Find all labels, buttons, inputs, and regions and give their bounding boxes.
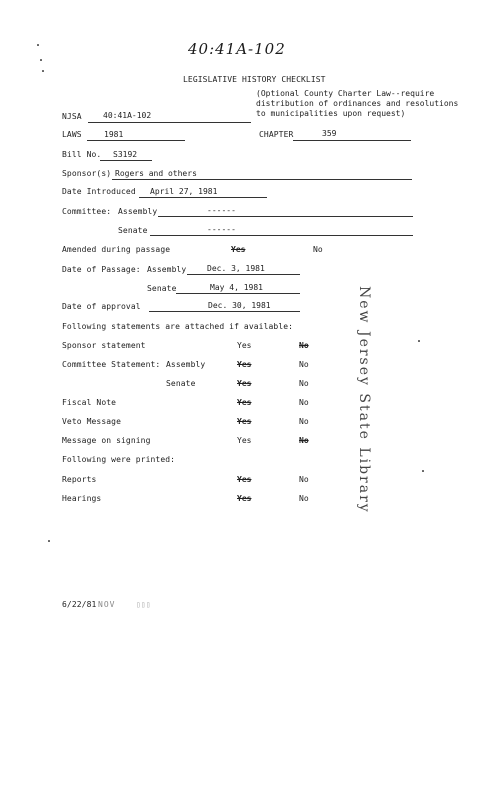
statement-no: No — [299, 360, 309, 369]
statement-label: Fiscal Note — [62, 398, 117, 407]
passage-senate-underline — [176, 293, 300, 294]
bill-underline — [100, 160, 152, 161]
scan-speck — [422, 470, 424, 472]
sponsor-value: Rogers and others — [115, 169, 197, 178]
statement-yes: Yes — [237, 417, 252, 426]
statements-header: Following statements are attached if available: — [62, 322, 294, 331]
committee-assembly-value: ------ — [207, 206, 236, 215]
statement-no: No — [299, 398, 309, 407]
footer-faint-stamp: NOV — [98, 600, 116, 609]
laws-underline — [87, 140, 185, 141]
printed-label: Hearings — [62, 494, 102, 503]
date-of-approval-underline — [149, 311, 300, 312]
laws-value: 1981 — [104, 130, 124, 139]
footer-date: 6/22/81 — [62, 600, 97, 609]
printed-label: Reports — [62, 475, 97, 484]
statement-label: Message on signing — [62, 436, 151, 445]
committee-senate-underline — [150, 235, 413, 236]
committee-senate-value: ------ — [207, 225, 236, 234]
sponsor-underline — [112, 179, 412, 180]
passage-assembly-label: Assembly — [147, 265, 187, 274]
bill-label: Bill No. — [62, 150, 102, 159]
date-of-passage-label: Date of Passage: — [62, 265, 141, 274]
document-title: LEGISLATIVE HISTORY CHECKLIST — [183, 75, 326, 84]
committee-label: Committee: — [62, 207, 112, 216]
date-introduced-value: April 27, 1981 — [150, 187, 218, 196]
laws-label: LAWS — [62, 130, 82, 139]
printed-no: No — [299, 475, 309, 484]
statement-yes: Yes — [237, 436, 252, 445]
statement-yes: Yes — [237, 360, 252, 369]
note-line-3: to municipalities upon request) — [256, 109, 406, 118]
printed-yes: Yes — [237, 494, 252, 503]
statement-no: No — [299, 379, 309, 388]
printed-yes: Yes — [237, 475, 252, 484]
amended-label: Amended during passage — [62, 245, 171, 254]
chapter-value: 359 — [322, 129, 337, 138]
library-stamp-text: New Jersey State Library — [356, 286, 372, 514]
committee-senate-label: Senate — [118, 226, 148, 235]
statement-yes: Yes — [237, 379, 252, 388]
statement-label: Veto Message — [62, 417, 121, 426]
passage-senate-value: May 4, 1981 — [210, 283, 263, 292]
bill-value: S3192 — [113, 150, 138, 159]
committee-assembly-underline — [158, 216, 413, 217]
amended-yes: Yes — [231, 245, 246, 254]
njsa-underline — [88, 122, 251, 123]
statement-no: No — [299, 341, 309, 350]
date-introduced-underline — [139, 197, 267, 198]
chapter-underline — [293, 140, 411, 141]
njsa-label: NJSA — [62, 112, 82, 121]
statement-sublabel: Assembly — [166, 360, 206, 369]
scan-speck — [418, 340, 420, 342]
passage-assembly-value: Dec. 3, 1981 — [207, 264, 265, 273]
date-introduced-label: Date Introduced — [62, 187, 136, 196]
passage-assembly-underline — [187, 274, 300, 275]
committee-assembly-label: Assembly — [118, 207, 158, 216]
note-line-1: (Optional County Charter Law--require — [256, 89, 435, 98]
statement-yes: Yes — [237, 398, 252, 407]
footer-faint-mark: ▯▯▯ — [136, 600, 151, 609]
scan-speck — [40, 59, 42, 61]
statement-sublabel: Senate — [166, 379, 196, 388]
passage-senate-label: Senate — [147, 284, 177, 293]
amended-no: No — [313, 245, 323, 254]
note-line-2: distribution of ordinances and resolutions — [256, 99, 459, 108]
library-stamp — [356, 286, 372, 514]
statement-yes: Yes — [237, 341, 252, 350]
njsa-value: 40:41A-102 — [103, 111, 152, 120]
sponsor-label: Sponsor(s) — [62, 169, 112, 178]
statement-label: Sponsor statement — [62, 341, 146, 350]
scan-speck — [37, 44, 39, 46]
printed-header: Following were printed: — [62, 455, 176, 464]
statement-no: No — [299, 436, 309, 445]
printed-no: No — [299, 494, 309, 503]
date-of-approval-value: Dec. 30, 1981 — [208, 301, 271, 310]
scan-speck — [42, 70, 44, 72]
statement-no: No — [299, 417, 309, 426]
date-of-approval-label: Date of approval — [62, 302, 141, 311]
statement-label: Committee Statement: — [62, 360, 161, 369]
chapter-label: CHAPTER — [259, 130, 294, 139]
handwritten-statute-number: 40:41A-102 — [188, 40, 286, 58]
scan-speck — [48, 540, 50, 542]
